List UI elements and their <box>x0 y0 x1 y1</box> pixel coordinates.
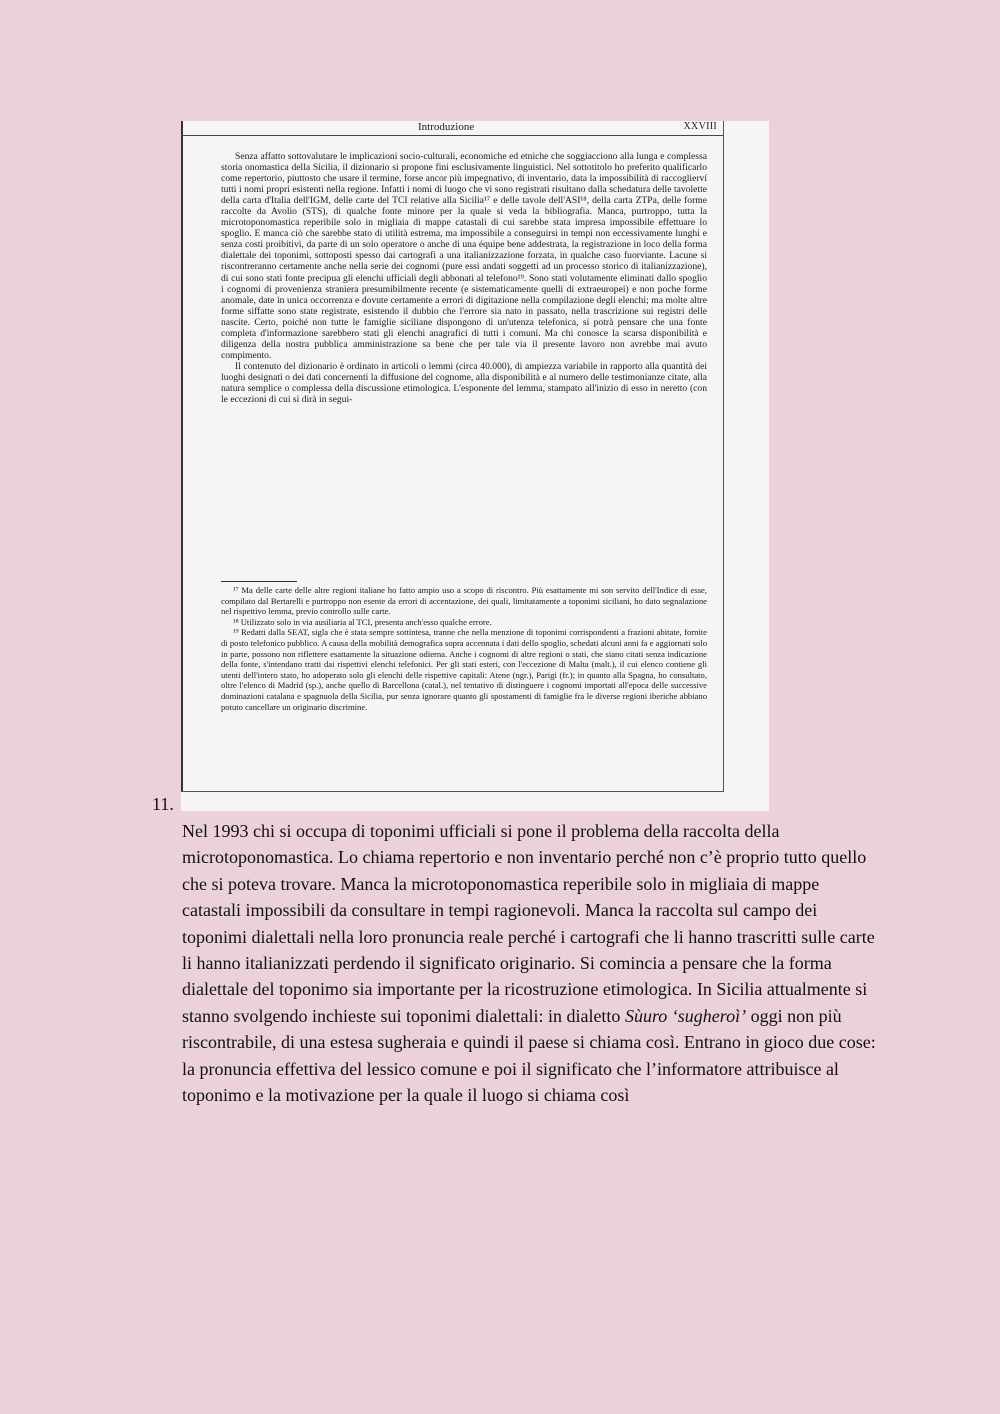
footnotes <box>221 585 707 712</box>
scanned-paragraph-2: Il contenuto del dizionario è ordinato in articoli o lemmi (circa 40.000), di ampiezza variabile in rapporto alla quantità dei luoghi designati o dei dati concernenti la diffusione del cognome, alla disponibilità e al numero delle testimonianze citate, alla natura semplice o complessa della discussione etimologica. L'esponente del lemma, stampato all'inizio di esso in neretto (con le eccezioni di cui si dirà in segui- <box>221 360 707 406</box>
scanned-body-text <box>221 151 707 405</box>
scanned-paragraph-1: Senza affatto sottovalutare le implicazioni socio-culturali, economiche ed etniche che soggiacciono alla lunga e complessa storia onomastica della Sicilia, il dizionario si propone fini esclusivamente linguistici. Nel sottotitolo ho preferito qualificarlo come repertorio, piuttosto che usare il termine, forse ancor più impegnativo, di inventario, data la impossibilità di raccoglierví tutti i nomi propri esistenti nella regione. Infatti i nomi di luogo che vi sono registrati risultano dalla schedatura delle tavolette della carta d'Italia dell'IGM, delle carte del TCI relative alla Sicilia¹⁷ e delle tavole dell'ASI¹⁸, della carta ZTPa, delle forme raccolte da Avolio (STS), di qualche fonte minore per la quale si veda la bibliografia. Manca, purtroppo, tutta la microtoponomastica reperibile solo in migliaia di mappe catastali di cui sarebbe stata impresa impossibile effettuare lo spoglio. E manca ciò che sarebbe stato di utilità estrema, ma impossibile a conseguirsi in tempi non eccessivamente lunghi e senza costi proibitivi, da parte di un solo operatore o anche di una équipe bene addestrata, la registrazione in loco della forma dialettale dei toponimi, sottoposti spesso dai cartografi a una italianizzazione forzata, in qualche caso fuorviante. Lacune si riscontreranno certamente anche nella serie dei cognomi (pure essi andati soggetti ad un processo storico di italianizzazione), di cui sono stati fonte precipua gli elenchi ufficiali degli abbonati al telefono¹⁹. Sono stati volutamente eliminati dallo spoglio i cognomi di provenienza straniera presumibilmente recente (e sistematicamente quelli di extraeuropei) e non poche forme anomale, date in unica occorrenza e dovute certamente a errori di digitazione nella compilazione degli elenchi; ma molte altre forme siffatte sono state registrate, esistendo il dubbio che l'errore sia nato in passato, nella trascrizione sui registri delle nascite. Certo, poiché non tutte le famiglie siciliane dispongono di un'utenza telefonica, si potrà pensare che una fonte completa d'informazione sarebbero stati gli elenchi anagrafici di tutti i comuni. Ma chi conosce la scarsa disponibilità e diligenza della nostra pubblica amministrazione sa bene che per tale via il presente lavoro non avrebbe mai avuto compimento. <box>221 151 707 361</box>
footnote-18: ¹⁸ Utilizzato solo in via ausiliaria al TCI, presenta anch'esso qualche errore. <box>233 616 492 627</box>
main-text-italic: Sùuro ‘sugheroì’ <box>624 1005 747 1026</box>
list-item-number: 11. <box>152 794 174 814</box>
running-head-page-number: XXVIII <box>683 121 717 132</box>
scanned-page-frame <box>181 121 724 792</box>
main-paragraph <box>182 818 882 1108</box>
footnote-17: ¹⁷ Ma delle carte delle altre regioni italiane ho fatto ampio uso a scopo di riscontro. Più esattamente mi son servito dell'Indice di esse, compilato dal Bertarelli e purtroppo non esente da errori di accentazione, dei quali, limitatamente a toponimi siciliani, ho dato segnalazione nel rispettivo lemma, previo controllo sulle carte. <box>221 585 707 617</box>
running-head-title: Introduzione <box>418 121 475 133</box>
main-text-part-2: oggi non più riscontrabile, di una estesa sugheraia e quindi il paese si chiama così. Entrano in gioco due cose: la pronuncia effettiva del lessico comune e poi il significato che l’informatore attribuisce al toponimo e la motivazione per la quale il luogo si chiama così <box>182 1005 876 1106</box>
footnote-19: ¹⁹ Redatti dalla SEAT, sigla che è stata sempre sottintesa, tranne che nella menzione di toponimi corrispondenti a frazioni abitate, fornite di posto telefonico pubblico. A causa della mobilità demografica sopra accennata i dati dello spoglio, schedati alcuni anni fa e aggiornati solo in parte, possono non riflettere esattamente la situazione odierna. Anche i cognomi di altre regioni o stati, che siano citati senza indicazione della fonte, s'intendano tratti dai rispettivi elenchi telefonici. Per gli stati esteri, con l'eccezione di Malta (malt.), il cui elenco contiene gli utenti dell'intero stato, ho adoperato solo gli elenchi delle rispettive capitali: Atene (ngr.), Parigi (fr.); in quanto alla Spagna, ho consultato, oltre l'elenco di Madrid (sp.), anche quello di Barcellona (catal.), nel tentativo di distinguere i cognomi importati all'epoca delle successive dominazioni catalana e spagnuola della Sicilia, pur senza ignorare quanto gli spostamenti di famiglie fra le diverse regioni iberiche abbiano potuto cancellare un originario discrimine. <box>221 627 707 712</box>
running-head <box>181 121 723 136</box>
scanned-page-image <box>181 121 769 811</box>
footnote-separator <box>221 581 297 582</box>
main-text-part-1: Nel 1993 chi si occupa di toponimi ufficiali si pone il problema della raccolta della microtoponomastica. Lo chiama repertorio e non inventario perché non c’è proprio tutto quello che si poteva trovare. Manca la microtoponomastica reperibile solo in migliaia di mappe catastali impossibili da consultare in tempi ragionevoli. Manca la raccolta sul campo dei toponimi dialettali nella loro pronuncia reale perché i cartografi che li hanno trascritti sulle carte li hanno italianizzati perdendo il significato originario. Si comincia a pensare che la forma dialettale del toponimo sia importante per la ricostruzione etimologica. In Sicilia attualmente si stanno svolgendo inchieste sui toponimi dialettali: in dialetto <box>182 821 875 1026</box>
